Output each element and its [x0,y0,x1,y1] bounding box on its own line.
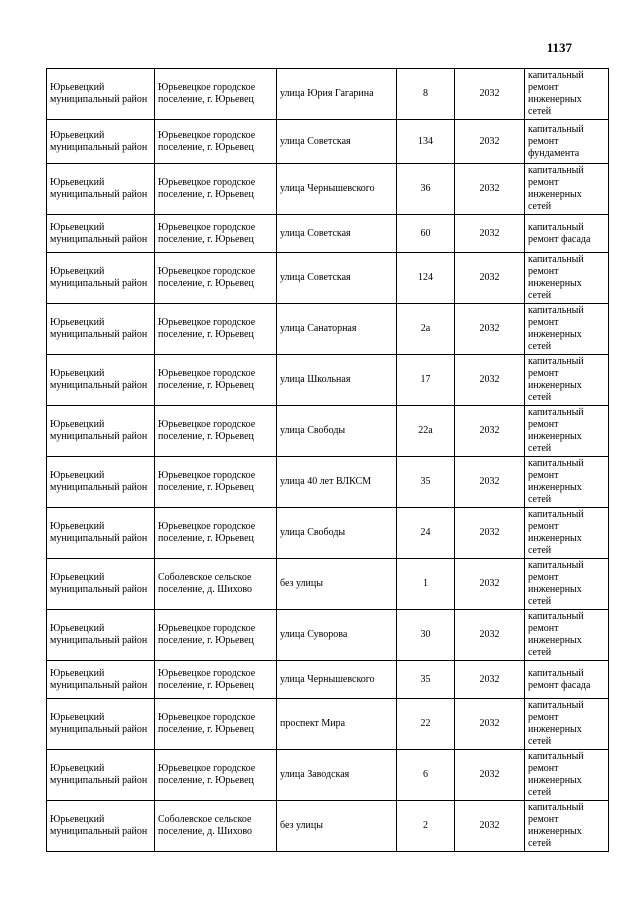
year-cell: 2032 [455,215,525,253]
settlement-cell: Соболевское сельское поселение, д. Шихово [155,801,277,852]
table-row [47,661,609,699]
street-cell: улица Советская [277,253,397,304]
district-cell: Юрьевецкий муниципальный район [47,253,155,304]
work-type-cell: капитальный ремонт инженерных сетей [525,508,609,559]
table-row [47,801,609,852]
house-number-cell: 30 [397,610,455,661]
house-number-cell: 17 [397,355,455,406]
table-body [47,69,609,852]
table-row [47,355,609,406]
settlement-cell: Соболевское сельское поселение, д. Шихово [155,559,277,610]
settlement-cell: Юрьевецкое городское поселение, г. Юрьевец [155,457,277,508]
work-type-cell: капитальный ремонт инженерных сетей [525,69,609,120]
street-cell: улица Чернышевского [277,661,397,699]
street-cell: улица Свободы [277,406,397,457]
settlement-cell: Юрьевецкое городское поселение, г. Юрьевец [155,750,277,801]
settlement-cell: Юрьевецкое городское поселение, г. Юрьевец [155,355,277,406]
work-type-cell: капитальный ремонт фасада [525,661,609,699]
work-type-cell: капитальный ремонт инженерных сетей [525,355,609,406]
street-cell: без улицы [277,559,397,610]
street-cell: улица Чернышевского [277,164,397,215]
work-type-cell: капитальный ремонт инженерных сетей [525,699,609,750]
work-type-cell: капитальный ремонт фундамента [525,120,609,164]
table-row [47,304,609,355]
district-cell: Юрьевецкий муниципальный район [47,661,155,699]
settlement-cell: Юрьевецкое городское поселение, г. Юрьевец [155,304,277,355]
year-cell: 2032 [455,661,525,699]
work-type-cell: капитальный ремонт инженерных сетей [525,406,609,457]
district-cell: Юрьевецкий муниципальный район [47,750,155,801]
district-cell: Юрьевецкий муниципальный район [47,559,155,610]
year-cell: 2032 [455,304,525,355]
district-cell: Юрьевецкий муниципальный район [47,801,155,852]
settlement-cell: Юрьевецкое городское поселение, г. Юрьевец [155,164,277,215]
table-row [47,253,609,304]
table-row [47,508,609,559]
page-number: 1137 [546,40,572,55]
work-type-cell: капитальный ремонт инженерных сетей [525,253,609,304]
street-cell: улица Санаторная [277,304,397,355]
year-cell: 2032 [455,355,525,406]
street-cell: улица Суворова [277,610,397,661]
repair-schedule-table [46,68,609,852]
work-type-cell: капитальный ремонт инженерных сетей [525,610,609,661]
work-type-cell: капитальный ремонт фасада [525,215,609,253]
house-number-cell: 35 [397,457,455,508]
street-cell: улица Советская [277,120,397,164]
house-number-cell: 8 [397,69,455,120]
year-cell: 2032 [455,559,525,610]
district-cell: Юрьевецкий муниципальный район [47,508,155,559]
table-row [47,215,609,253]
street-cell: улица Советская [277,215,397,253]
house-number-cell: 1 [397,559,455,610]
year-cell: 2032 [455,508,525,559]
year-cell: 2032 [455,69,525,120]
street-cell: улица Заводская [277,750,397,801]
district-cell: Юрьевецкий муниципальный район [47,699,155,750]
work-type-cell: капитальный ремонт инженерных сетей [525,801,609,852]
district-cell: Юрьевецкий муниципальный район [47,457,155,508]
district-cell: Юрьевецкий муниципальный район [47,120,155,164]
year-cell: 2032 [455,457,525,508]
house-number-cell: 35 [397,661,455,699]
district-cell: Юрьевецкий муниципальный район [47,304,155,355]
district-cell: Юрьевецкий муниципальный район [47,406,155,457]
house-number-cell: 2 [397,801,455,852]
table-row [47,699,609,750]
table-row [47,457,609,508]
house-number-cell: 6 [397,750,455,801]
table-row [47,610,609,661]
district-cell: Юрьевецкий муниципальный район [47,215,155,253]
work-type-cell: капитальный ремонт инженерных сетей [525,304,609,355]
year-cell: 2032 [455,120,525,164]
settlement-cell: Юрьевецкое городское поселение, г. Юрьевец [155,661,277,699]
house-number-cell: 22а [397,406,455,457]
year-cell: 2032 [455,610,525,661]
year-cell: 2032 [455,164,525,215]
work-type-cell: капитальный ремонт инженерных сетей [525,559,609,610]
street-cell: проспект Мира [277,699,397,750]
settlement-cell: Юрьевецкое городское поселение, г. Юрьевец [155,215,277,253]
district-cell: Юрьевецкий муниципальный район [47,610,155,661]
table-row [47,559,609,610]
street-cell: улица Школьная [277,355,397,406]
house-number-cell: 134 [397,120,455,164]
settlement-cell: Юрьевецкое городское поселение, г. Юрьевец [155,610,277,661]
house-number-cell: 24 [397,508,455,559]
district-cell: Юрьевецкий муниципальный район [47,355,155,406]
table-row [47,164,609,215]
year-cell: 2032 [455,253,525,304]
house-number-cell: 2а [397,304,455,355]
settlement-cell: Юрьевецкое городское поселение, г. Юрьевец [155,253,277,304]
year-cell: 2032 [455,699,525,750]
house-number-cell: 124 [397,253,455,304]
street-cell: улица Свободы [277,508,397,559]
settlement-cell: Юрьевецкое городское поселение, г. Юрьевец [155,120,277,164]
work-type-cell: капитальный ремонт инженерных сетей [525,457,609,508]
street-cell: улица Юрия Гагарина [277,69,397,120]
year-cell: 2032 [455,750,525,801]
settlement-cell: Юрьевецкое городское поселение, г. Юрьевец [155,69,277,120]
settlement-cell: Юрьевецкое городское поселение, г. Юрьевец [155,406,277,457]
settlement-cell: Юрьевецкое городское поселение, г. Юрьевец [155,508,277,559]
year-cell: 2032 [455,406,525,457]
table-row [47,69,609,120]
street-cell: без улицы [277,801,397,852]
house-number-cell: 36 [397,164,455,215]
house-number-cell: 22 [397,699,455,750]
settlement-cell: Юрьевецкое городское поселение, г. Юрьевец [155,699,277,750]
work-type-cell: капитальный ремонт инженерных сетей [525,164,609,215]
street-cell: улица 40 лет ВЛКСМ [277,457,397,508]
table-row [47,406,609,457]
district-cell: Юрьевецкий муниципальный район [47,164,155,215]
table-row [47,120,609,164]
work-type-cell: капитальный ремонт инженерных сетей [525,750,609,801]
district-cell: Юрьевецкий муниципальный район [47,69,155,120]
year-cell: 2032 [455,801,525,852]
table-row [47,750,609,801]
house-number-cell: 60 [397,215,455,253]
